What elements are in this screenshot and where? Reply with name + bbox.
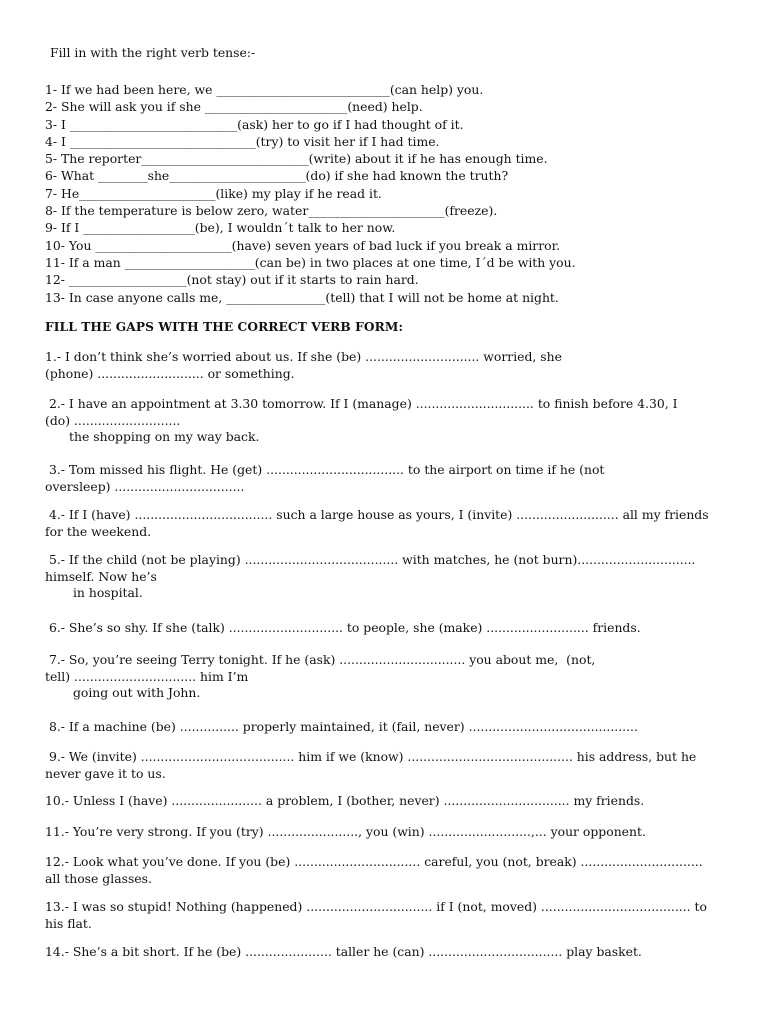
section2-heading: FILL THE GAPS WITH THE CORRECT VERB FORM: [45,320,404,334]
exercise-item-14 [45,944,735,961]
exercise-item-11 [45,824,735,841]
exercise-item-4 [45,507,735,540]
section1-item-2: 2- She will ask you if she _______________________(need) help. [45,99,423,115]
exercise-line: going out with John. [69,685,201,700]
section1-list [45,81,735,306]
exercise-line: 4.- If I (have) ................................... such a large house as yours, I (invite) .......................... all my friends [45,507,709,522]
section1-item-12: 12- ___________________(not stay) out if it starts to rain hard. [45,272,419,288]
exercise-line: tell) ............................... him I’m [45,668,249,684]
exercise-line: 3.- Tom missed his flight. He (get) ................................... to the airport on time if he (not [45,462,605,477]
section1-instruction: Fill in with the right verb tense:- [50,45,256,60]
exercise-item-12 [45,854,735,887]
section1-item-6: 6- What ________she______________________(do) if she had known the truth? [45,168,509,184]
exercise-line: (do) ........................... [45,412,181,428]
exercise-line: 14.- She’s a bit short. If he (be) ...................... taller he (can) .................................. play basket. [45,944,642,959]
section1-item-9: 9- If I __________________(be), I wouldn´t talk to her now. [45,220,396,236]
exercise-line: in hospital. [69,585,143,600]
exercise-line: all those glasses. [45,870,152,886]
exercise-line: 1.- I don’t think she’s worried about us. If she (be) ............................. worried, she [45,349,562,364]
section1-item-5: 5- The reporter___________________________(write) about it if he has enough time. [45,151,548,167]
exercise-line: 5.- If the child (not be playing) ....................................... with matches, he (not burn).............................. [45,552,696,567]
exercise-item-2 [45,396,735,446]
section1-item-7: 7- He______________________(like) my play if he read it. [45,185,382,201]
exercise-line: 7.- So, you’re seeing Terry tonight. If he (ask) ................................ you about me, (not, [45,652,596,667]
exercise-line: 9.- We (invite) ....................................... him if we (know) .......................................... his address, but he [45,749,697,764]
section1-item-4: 4- I ______________________________(try) to visit her if I had time. [45,133,440,149]
exercise-line: the shopping on my way back. [69,429,260,444]
exercise-line: 11.- You’re very strong. If you (try) ......................., you (win) ..........................,... your opponent. [45,824,646,839]
section1-item-11: 11- If a man _____________________(can be) in two places at one time, I´d be with you. [45,254,576,270]
exercise-line: 2.- I have an appointment at 3.30 tomorrow. If I (manage) .............................. to finish before 4.30, I [45,396,678,411]
exercise-item-10 [45,793,735,810]
exercise-item-13 [45,899,735,932]
section1-item-3: 3- I ___________________________(ask) her to go if I had thought of it. [45,116,464,132]
section1-item-10: 10- You ______________________(have) seven years of bad luck if you break a mirror. [45,237,561,253]
exercise-line: oversleep) ................................. [45,478,245,494]
exercise-line: 8.- If a machine (be) ............... properly maintained, it (fail, never) ........................................... [45,719,638,734]
section1-item-13: 13- In case anyone calls me, ________________(tell) that I will not be home at night. [45,289,559,305]
exercise-line: his flat. [45,915,92,931]
exercise-line: himself. Now he’s [45,568,157,584]
exercise-line: never gave it to us. [45,765,166,781]
section1-item-1: 1- If we had been here, we ____________________________(can help) you. [45,82,484,97]
exercise-line: 12.- Look what you’ve done. If you (be) ................................ careful, you (not, break) ............................... [45,854,703,869]
exercise-item-7 [45,652,735,702]
exercise-item-3 [45,462,735,495]
exercise-line: 13.- I was so stupid! Nothing (happened) ................................ if I (not, moved) ...................................... to [45,899,707,914]
exercise-item-9 [45,749,735,782]
exercise-item-5 [45,552,735,602]
exercise-line: for the weekend. [45,523,152,539]
exercise-item-6 [45,620,735,637]
exercise-line: 6.- She’s so shy. If she (talk) ............................. to people, she (make) .......................... friends. [45,620,641,635]
exercise-item-1 [45,349,735,382]
exercise-line: 10.- Unless I (have) ....................... a problem, I (bother, never) ................................ my friends. [45,793,645,808]
section1-item-8: 8- If the temperature is below zero, water______________________(freeze). [45,203,498,219]
exercise-line: (phone) ........................... or something. [45,365,295,381]
exercise-item-8 [45,719,735,736]
